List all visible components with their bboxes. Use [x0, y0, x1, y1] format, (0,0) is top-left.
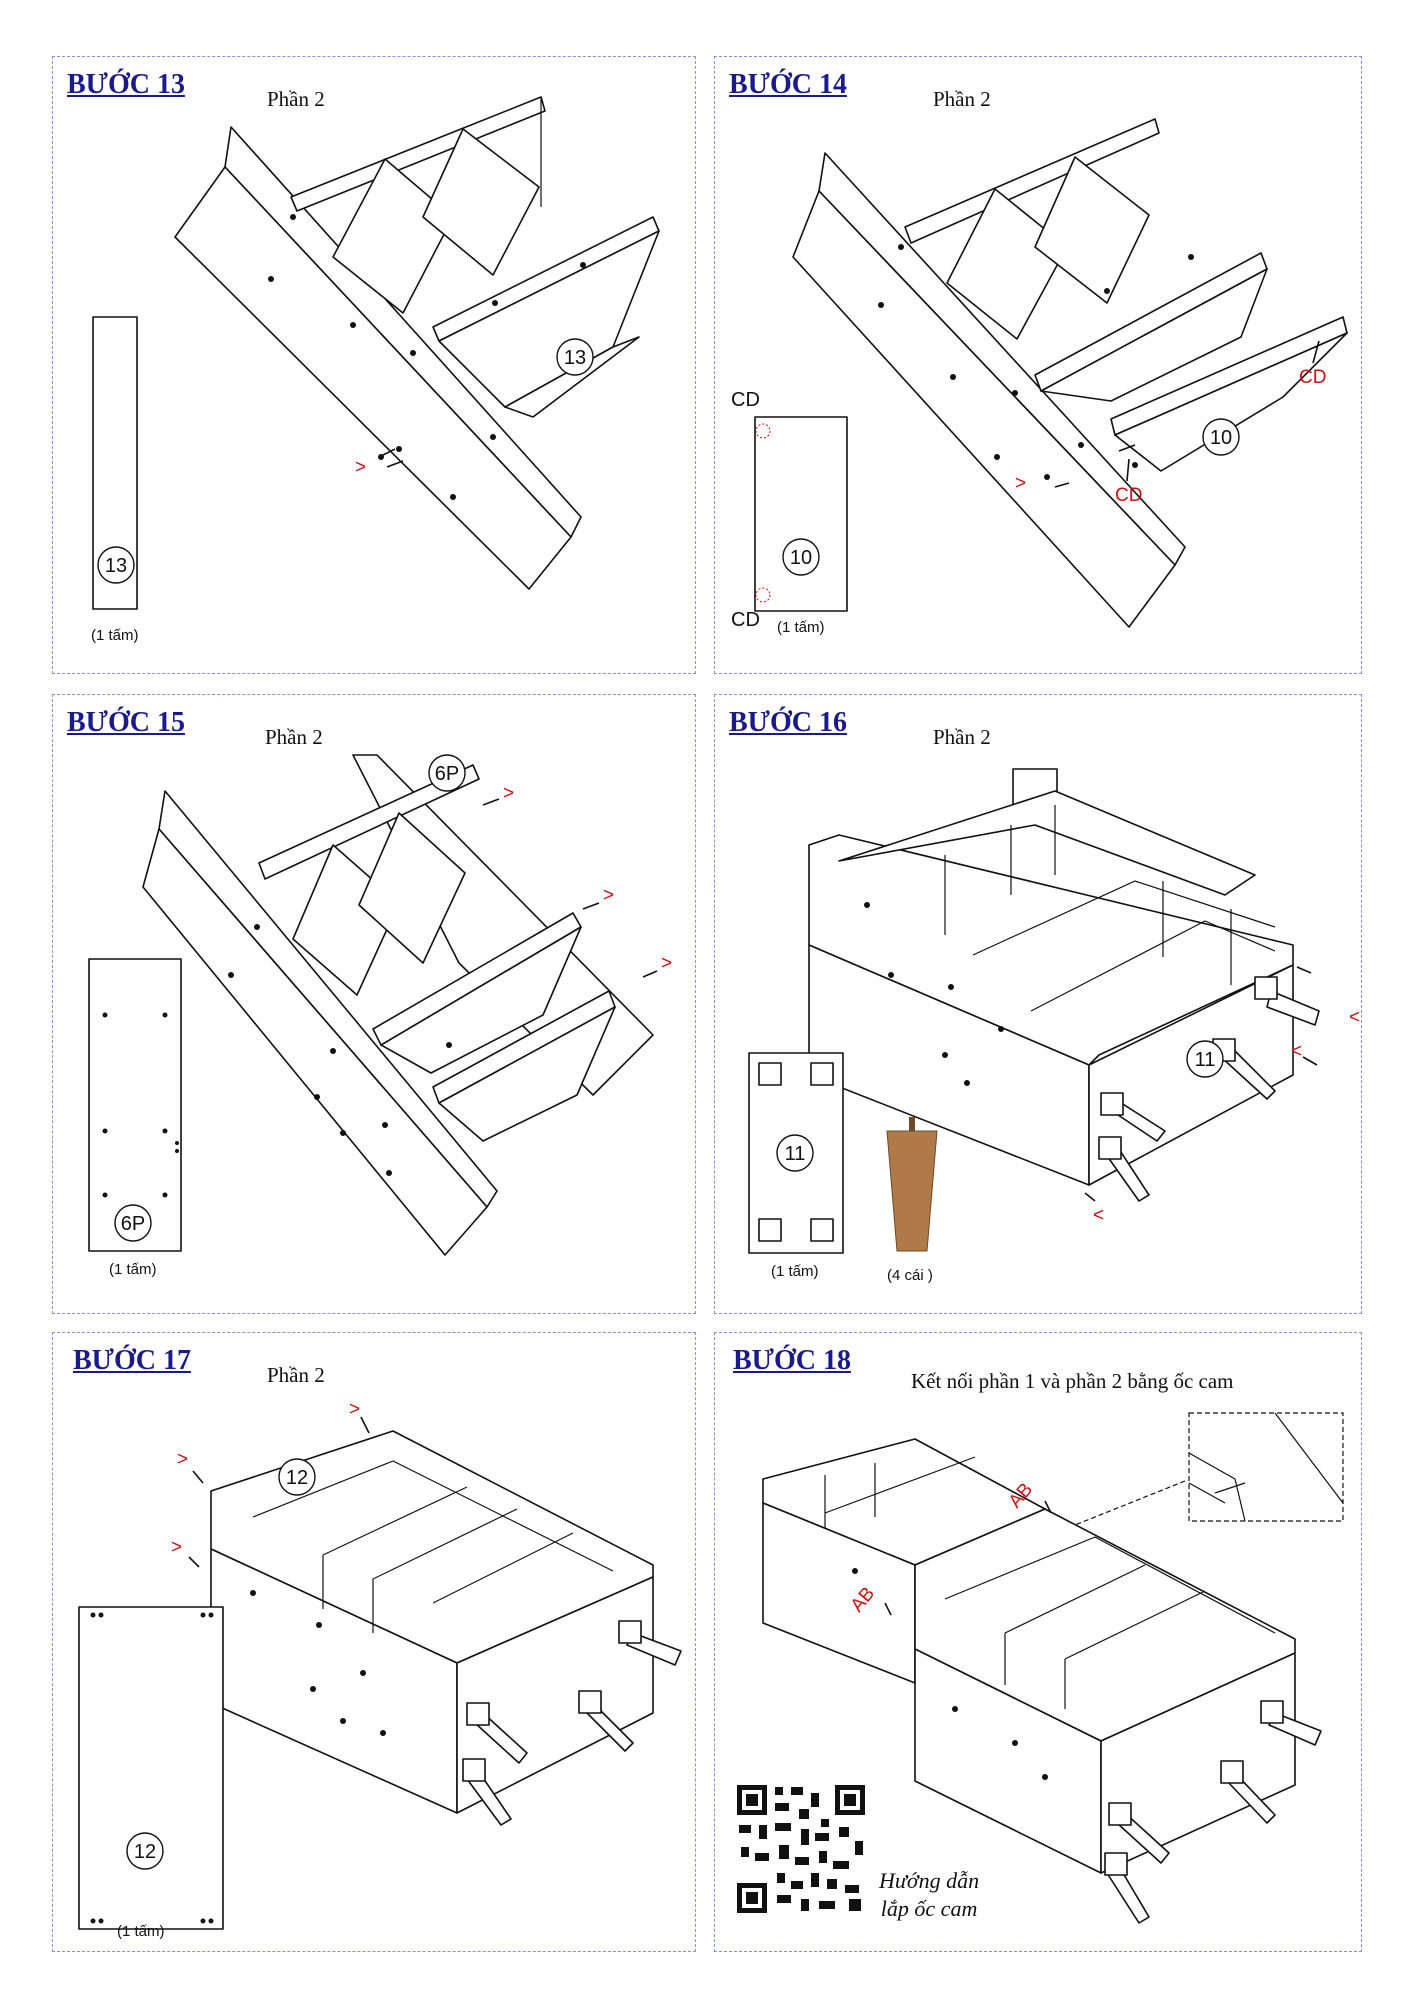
piece-6p-badge-assembly [429, 755, 465, 791]
step-13-diagram [53, 57, 697, 675]
marker-arrow-15a: > [503, 783, 515, 804]
step-14-qty: (1 tấm) [777, 619, 825, 636]
marker-ab-top: AB [1004, 1479, 1038, 1513]
step-15-qty: (1 tấm) [109, 1261, 157, 1278]
piece-11-badge [777, 1135, 813, 1171]
step-14-title: BƯỚC 14 [729, 69, 847, 100]
step-13-part: Phần 2 [267, 87, 325, 111]
step-16-panel [714, 694, 1362, 1314]
step-18-diagram [715, 1333, 1363, 1953]
piece-13-badge [98, 547, 134, 583]
piece-12-badge [127, 1833, 163, 1869]
step-16-part: Phần 2 [933, 725, 991, 749]
marker-arrow-17a: > [349, 1399, 361, 1420]
step-14-marker-top: CD [731, 389, 760, 411]
step-17-diagram [53, 1333, 697, 1953]
step-17-panel [52, 1332, 696, 1952]
marker-arrow-16a: < [1349, 1007, 1361, 1028]
svg-text:13: 13 [563, 347, 587, 369]
detail-inset [1189, 1413, 1343, 1521]
piece-10-badge-assembly [1203, 419, 1239, 455]
wooden-leg [887, 1117, 937, 1251]
svg-text:12: 12 [133, 1841, 157, 1863]
svg-text:10: 10 [1209, 427, 1233, 449]
marker-arrow-15c: > [661, 953, 673, 974]
piece-6p-badge [115, 1205, 151, 1241]
piece-11-badge-assembly [1187, 1041, 1223, 1077]
step-18-panel [714, 1332, 1362, 1952]
svg-text:12: 12 [285, 1467, 309, 1489]
step-14-diagram [715, 57, 1363, 675]
step-18-title: BƯỚC 18 [733, 1345, 851, 1376]
step-18-part: Kết nối phần 1 và phần 2 bằng ốc cam [911, 1369, 1234, 1393]
step-13-panel [52, 56, 696, 674]
marker-ab-left: AB [846, 1583, 880, 1617]
svg-text:13: 13 [104, 555, 128, 577]
step-17-part: Phần 2 [267, 1363, 325, 1387]
svg-text:6P: 6P [120, 1213, 146, 1235]
marker-arrow-14: > [1015, 473, 1027, 494]
step-16-title: BƯỚC 16 [729, 707, 847, 738]
step-15-diagram [53, 695, 697, 1315]
step-15-part: Phần 2 [265, 725, 323, 749]
board-10 [755, 417, 847, 611]
step-16-diagram [715, 695, 1363, 1315]
step-16-leg-qty: (4 cái ) [887, 1267, 933, 1284]
step-17-title: BƯỚC 17 [73, 1345, 191, 1376]
svg-text:11: 11 [784, 1143, 806, 1165]
svg-text:11: 11 [1194, 1049, 1216, 1071]
marker-arrow-16b: < [1291, 1041, 1303, 1062]
piece-10-badge [783, 539, 819, 575]
board-12 [79, 1607, 223, 1929]
piece-12-badge-assembly [279, 1459, 315, 1495]
qr-caption-line1: Hướng dẫn [879, 1868, 980, 1893]
step-15-panel [52, 694, 696, 1314]
step-13-qty: (1 tấm) [91, 627, 139, 644]
step-14-panel [714, 56, 1362, 674]
marker-arrow-13: > [355, 457, 367, 478]
step-17-qty: (1 tấm) [117, 1923, 165, 1940]
qr-caption-line2: lắp ốc cam [880, 1896, 978, 1921]
marker-arrow-16c: < [1093, 1205, 1105, 1226]
svg-text:10: 10 [789, 547, 813, 569]
marker-arrow-17b: > [177, 1449, 189, 1470]
marker-arrow-17c: > [171, 1537, 183, 1558]
step-14-part: Phần 2 [933, 87, 991, 111]
step-14-marker-bottom: CD [731, 609, 760, 631]
piece-13-badge-assembly [557, 339, 593, 375]
step-13-title: BƯỚC 13 [67, 69, 185, 100]
marker-cd-front: CD [1115, 485, 1143, 506]
marker-arrow-15b: > [603, 885, 615, 906]
svg-text:6P: 6P [434, 763, 460, 785]
marker-cd-right: CD [1299, 367, 1327, 388]
step-15-title: BƯỚC 15 [67, 707, 185, 738]
qr-caption [879, 1867, 979, 1923]
step-16-qty: (1 tấm) [771, 1263, 819, 1280]
qr-code [737, 1785, 865, 1913]
